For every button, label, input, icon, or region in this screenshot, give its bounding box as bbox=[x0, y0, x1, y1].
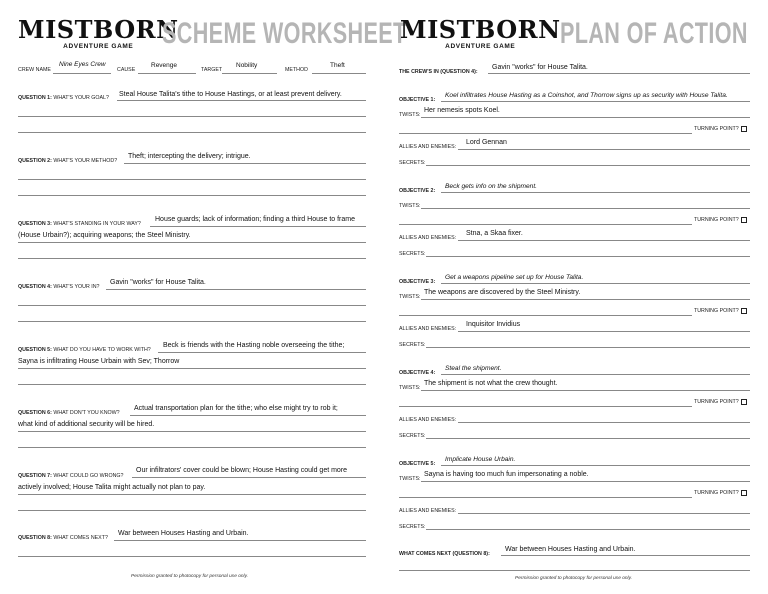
logo-subtitle: ADVENTURE GAME bbox=[63, 43, 134, 50]
objective-label: OBJECTIVE 5: bbox=[399, 461, 436, 467]
logo-title: MISTBORN bbox=[18, 15, 179, 44]
question-number: QUESTION 2: bbox=[18, 158, 52, 164]
answer-rule bbox=[18, 494, 366, 495]
allies-enemies-value[interactable]: Stna, a Skaa fixer. bbox=[466, 230, 523, 237]
twists-label: TWISTS: bbox=[399, 112, 421, 118]
twists-label: TWISTS: bbox=[399, 385, 421, 391]
answer-line-1[interactable]: Our infiltrators' cover could be blown; House Hasting could get more bbox=[136, 467, 348, 474]
mistborn-logo bbox=[18, 15, 179, 50]
turning-point-checkbox[interactable] bbox=[741, 308, 747, 314]
question-number: QUESTION 1: bbox=[18, 95, 52, 101]
turning-point-checkbox[interactable] bbox=[741, 399, 747, 405]
answer-rule bbox=[399, 570, 750, 571]
question-text: WHAT COULD GO WRONG? bbox=[53, 473, 124, 479]
question-text: WHAT'S YOUR IN? bbox=[53, 284, 100, 290]
question-text: WHAT'S STANDING IN YOUR WAY? bbox=[53, 221, 141, 227]
answer-rule bbox=[18, 242, 366, 243]
permission-footer: Permission granted to photocopy for personal use only. bbox=[131, 574, 248, 579]
allies-enemies-label: ALLIES AND ENEMIES: bbox=[399, 417, 457, 423]
secrets-label: SECRETS: bbox=[399, 433, 426, 439]
objective-line bbox=[441, 374, 750, 375]
answer-rule bbox=[124, 163, 366, 164]
allies-enemies-line bbox=[458, 513, 750, 514]
allies-enemies-line bbox=[458, 149, 750, 150]
method-line bbox=[312, 73, 366, 74]
turning-point-label: TURNING POINT? bbox=[694, 399, 739, 405]
twists-line-2 bbox=[399, 406, 692, 407]
answer-rule bbox=[18, 179, 366, 180]
objective-label: OBJECTIVE 3: bbox=[399, 279, 436, 285]
answer-line-1[interactable]: Steal House Talita's tithe to House Hastings, or at least prevent delivery. bbox=[119, 91, 342, 98]
turning-point-checkbox[interactable] bbox=[741, 490, 747, 496]
question-number: QUESTION 5: bbox=[18, 347, 52, 353]
secrets-line bbox=[426, 347, 750, 348]
turning-point-label: TURNING POINT? bbox=[694, 490, 739, 496]
answer-rule bbox=[130, 415, 366, 416]
turning-point[interactable] bbox=[694, 399, 747, 405]
turning-point-label: TURNING POINT? bbox=[694, 308, 739, 314]
answer-rule bbox=[18, 195, 366, 196]
answer-line-1[interactable]: Gavin "works" for House Talita. bbox=[110, 279, 206, 286]
target-line bbox=[222, 73, 277, 74]
crew-name-line bbox=[53, 73, 111, 74]
question-number: QUESTION 8: bbox=[18, 535, 52, 541]
twists-line bbox=[421, 481, 750, 482]
page-title: PLAN OF ACTION bbox=[560, 17, 748, 50]
secrets-line bbox=[426, 529, 750, 530]
objective-text[interactable]: Koel infiltrates House Hasting as a Coinshot, and Thorrow signs up as security with House Talita. bbox=[445, 92, 728, 99]
answer-rule bbox=[18, 431, 366, 432]
plan-of-action-page bbox=[384, 0, 768, 594]
secrets-label: SECRETS: bbox=[399, 251, 426, 257]
turning-point-checkbox[interactable] bbox=[741, 217, 747, 223]
secrets-line bbox=[426, 256, 750, 257]
logo-subtitle: ADVENTURE GAME bbox=[445, 43, 516, 50]
answer-rule bbox=[18, 132, 366, 133]
objective-line bbox=[441, 101, 750, 102]
secrets-line bbox=[426, 165, 750, 166]
objective-text[interactable]: Beck gets info on the shipment. bbox=[445, 183, 538, 190]
allies-enemies-label: ALLIES AND ENEMIES: bbox=[399, 508, 457, 514]
question-text: WHAT DO YOU HAVE TO WORK WITH? bbox=[53, 347, 151, 353]
objective-line bbox=[441, 283, 750, 284]
twists-line-2 bbox=[399, 133, 692, 134]
crew-in-label: THE CREW'S IN (QUESTION 4): bbox=[399, 69, 478, 75]
question-text: WHAT'S YOUR GOAL? bbox=[53, 95, 109, 101]
twists-line bbox=[421, 299, 750, 300]
allies-enemies-label: ALLIES AND ENEMIES: bbox=[399, 144, 457, 150]
answer-rule bbox=[18, 305, 366, 306]
question-number: QUESTION 7: bbox=[18, 473, 52, 479]
what-comes-next-value[interactable]: War between Houses Hasting and Urbain. bbox=[505, 546, 636, 553]
answer-rule bbox=[158, 352, 366, 353]
objective-label: OBJECTIVE 1: bbox=[399, 97, 436, 103]
answer-rule bbox=[18, 556, 366, 557]
question-number: QUESTION 4: bbox=[18, 284, 52, 290]
answer-rule bbox=[18, 510, 366, 511]
crew-name-label: CREW NAME bbox=[18, 67, 51, 73]
twists-line-2 bbox=[399, 315, 692, 316]
target-label: TARGET bbox=[201, 67, 223, 73]
answer-rule bbox=[117, 100, 366, 101]
answer-rule bbox=[150, 226, 366, 227]
objective-text[interactable]: Implicate House Urbain. bbox=[445, 456, 516, 463]
secrets-line bbox=[426, 438, 750, 439]
page-title: SCHEME WORKSHEET bbox=[162, 17, 407, 50]
turning-point[interactable] bbox=[694, 490, 747, 496]
answer-line-1[interactable]: Actual transportation plan for the tithe; who else might try to rob it; bbox=[134, 405, 338, 412]
allies-enemies-value[interactable]: Lord Gennan bbox=[466, 139, 507, 146]
answer-line-1[interactable]: War between Houses Hasting and Urbain. bbox=[118, 530, 249, 537]
cause-value[interactable]: Revenge bbox=[151, 62, 178, 69]
objective-line bbox=[441, 465, 750, 466]
answer-rule bbox=[18, 447, 366, 448]
twists-line bbox=[421, 390, 750, 391]
question-text: WHAT COMES NEXT? bbox=[53, 535, 108, 541]
objective-label: OBJECTIVE 4: bbox=[399, 370, 436, 376]
crew-in-line bbox=[488, 73, 750, 74]
allies-enemies-line bbox=[458, 422, 750, 423]
turning-point-label: TURNING POINT? bbox=[694, 217, 739, 223]
turning-point-checkbox[interactable] bbox=[741, 126, 747, 132]
secrets-label: SECRETS: bbox=[399, 524, 426, 530]
target-value[interactable]: Nobility bbox=[236, 62, 258, 69]
answer-rule bbox=[18, 368, 366, 369]
allies-enemies-label: ALLIES AND ENEMIES: bbox=[399, 235, 457, 241]
answer-rule bbox=[114, 540, 366, 541]
what-comes-next-label: WHAT COMES NEXT (QUESTION 8): bbox=[399, 551, 490, 557]
answer-rule bbox=[18, 321, 366, 322]
twists-label: TWISTS: bbox=[399, 476, 421, 482]
answer-rule bbox=[132, 477, 366, 478]
answer-line-1[interactable]: Theft; intercepting the delivery; intrigue. bbox=[128, 153, 251, 160]
allies-enemies-line bbox=[458, 240, 750, 241]
twists-value[interactable]: The weapons are discovered by the Steel Ministry. bbox=[424, 289, 581, 296]
answer-rule bbox=[18, 384, 366, 385]
twists-line bbox=[421, 208, 750, 209]
answer-rule bbox=[18, 116, 366, 117]
twists-line-2 bbox=[399, 497, 692, 498]
twists-label: TWISTS: bbox=[399, 294, 421, 300]
twists-value[interactable]: The shipment is not what the crew thought. bbox=[424, 380, 558, 387]
method-label: METHOD bbox=[285, 67, 308, 73]
twists-line bbox=[421, 117, 750, 118]
allies-enemies-label: ALLIES AND ENEMIES: bbox=[399, 326, 457, 332]
answer-line-1[interactable]: House guards; lack of information; finding a third House to frame bbox=[155, 216, 355, 223]
turning-point[interactable] bbox=[694, 126, 747, 132]
allies-enemies-value[interactable]: Inquisitor Invidius bbox=[466, 321, 521, 328]
answer-rule bbox=[106, 289, 366, 290]
objective-text[interactable]: Get a weapons pipeline set up for House Talita. bbox=[445, 274, 584, 281]
permission-footer: Permission granted to photocopy for personal use only. bbox=[515, 576, 632, 581]
answer-line-2[interactable]: actively involved; House Talita might actually not plan to pay. bbox=[18, 484, 206, 491]
twists-label: TWISTS: bbox=[399, 203, 421, 209]
question-text: WHAT'S YOUR METHOD? bbox=[53, 158, 118, 164]
question-text: WHAT DON'T YOU KNOW? bbox=[53, 410, 120, 416]
twists-value[interactable]: Her nemesis spots Koel. bbox=[424, 107, 500, 114]
answer-line-2[interactable]: Sayna is infiltrating House Urbain with Sev; Thorrow bbox=[18, 358, 180, 365]
question-number: QUESTION 3: bbox=[18, 221, 52, 227]
answer-line-2[interactable]: what kind of additional security will be hired. bbox=[18, 421, 155, 428]
method-value[interactable]: Theft bbox=[330, 62, 345, 69]
objective-text[interactable]: Steal the shipment. bbox=[445, 365, 502, 372]
objective-label: OBJECTIVE 2: bbox=[399, 188, 436, 194]
cause-line bbox=[138, 73, 196, 74]
answer-line-1[interactable]: Beck is friends with the Hasting noble overseeing the tithe; bbox=[163, 342, 345, 349]
mistborn-logo bbox=[400, 15, 561, 50]
cause-label: CAUSE bbox=[117, 67, 136, 73]
twists-value[interactable]: Sayna is having too much fun impersonating a noble. bbox=[424, 471, 589, 478]
crew-in-value[interactable]: Gavin "works" for House Talita. bbox=[492, 64, 588, 71]
answer-rule bbox=[18, 258, 366, 259]
turning-point[interactable] bbox=[694, 217, 747, 223]
question-number: QUESTION 6: bbox=[18, 410, 52, 416]
logo-title: MISTBORN bbox=[400, 15, 561, 44]
turning-point[interactable] bbox=[694, 308, 747, 314]
answer-line-2[interactable]: (House Urbain?); acquiring weapons; the Steel Ministry. bbox=[18, 232, 191, 239]
secrets-label: SECRETS: bbox=[399, 342, 426, 348]
secrets-label: SECRETS: bbox=[399, 160, 426, 166]
objective-line bbox=[441, 192, 750, 193]
crew-name-value[interactable]: Nine Eyes Crew bbox=[59, 61, 106, 68]
what-comes-next-line bbox=[501, 555, 750, 556]
twists-line-2 bbox=[399, 224, 692, 225]
allies-enemies-line bbox=[458, 331, 750, 332]
turning-point-label: TURNING POINT? bbox=[694, 126, 739, 132]
